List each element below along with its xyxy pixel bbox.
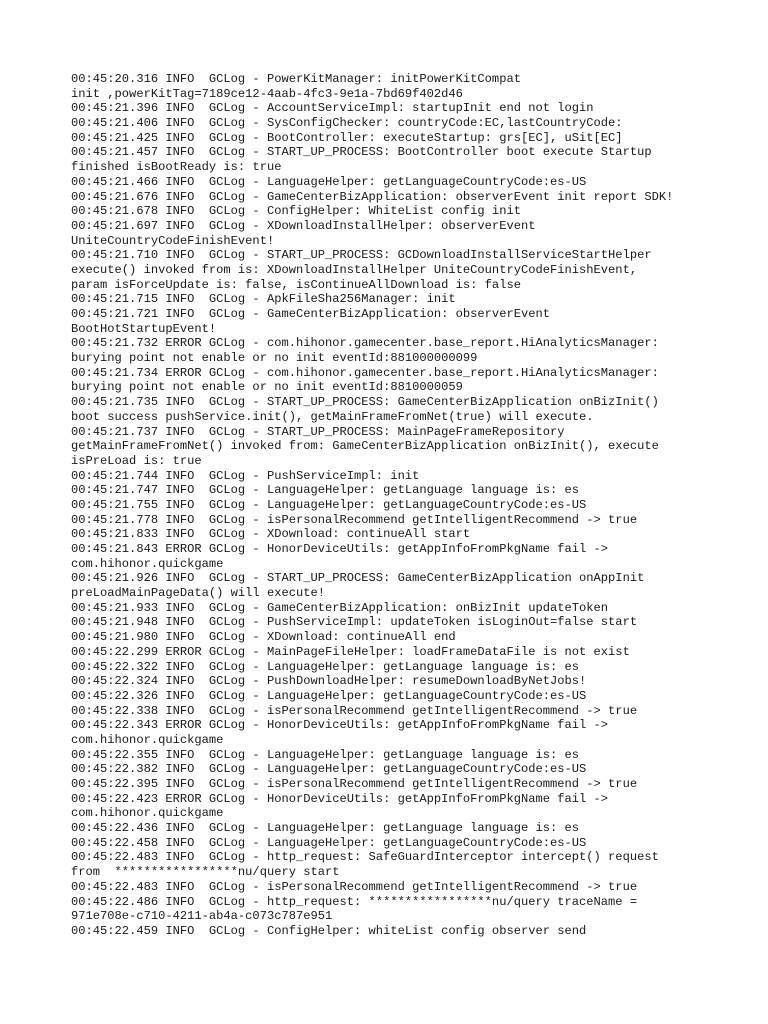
log-line: burying point not enable or no init eventId:881000000099 xyxy=(71,351,478,366)
log-line: 00:45:21.406 INFO GCLog - SysConfigChecker: countryCode:EC,lastCountryCode: xyxy=(71,116,623,131)
log-line: 00:45:21.457 INFO GCLog - START_UP_PROCESS: BootController boot execute Startup xyxy=(71,145,652,160)
log-line: preLoadMainPageData() will execute! xyxy=(71,586,326,601)
log-line: 00:45:22.483 INFO GCLog - isPersonalRecommend getIntelligentRecommend -> true xyxy=(71,879,638,894)
log-line: 00:45:22.343 ERROR GCLog - HonorDeviceUtils: getAppInfoFromPkgName fail -> xyxy=(71,718,609,733)
log-line: from *****************nu/query start xyxy=(71,865,340,880)
log-line: 00:45:21.676 INFO GCLog - GameCenterBizApplication: observerEvent init report SDK! xyxy=(71,189,674,204)
log-line: 00:45:21.735 INFO GCLog - START_UP_PROCESS: GameCenterBizApplication onBizInit() xyxy=(71,395,659,410)
log-line: 00:45:21.843 ERROR GCLog - HonorDeviceUtils: getAppInfoFromPkgName fail -> xyxy=(71,542,609,556)
log-line: com.hihonor.quickgame xyxy=(71,732,224,747)
log-line: getMainFrameFromNet() invoked from: GameCenterBizApplication onBizInit(), execute xyxy=(71,439,659,454)
log-line: 00:45:21.732 ERROR GCLog - com.hihonor.gamecenter.base_report.HiAnalyticsManager: xyxy=(71,336,659,351)
log-line: 00:45:21.697 INFO GCLog - XDownloadInstallHelper: observerEvent xyxy=(71,218,536,233)
log-line: param isForceUpdate is: false, isContinueAllDownload is: false xyxy=(71,277,521,292)
log-line: 00:45:21.755 INFO GCLog - LanguageHelper: getLanguageCountryCode:es-US xyxy=(71,497,587,512)
log-line: 00:45:22.299 ERROR GCLog - MainPageFileHelper: loadFrameDataFile is not exist xyxy=(71,644,630,659)
log-line: isPreLoad is: true xyxy=(71,453,202,468)
log-line: 00:45:22.355 INFO GCLog - LanguageHelper: getLanguage language is: es xyxy=(71,747,580,762)
log-line: burying point not enable or no init eventId:8810000059 xyxy=(71,380,463,395)
log-line: 971e708e-c710-4211-ab4a-c073c787e951 xyxy=(71,909,333,924)
log-line: execute() invoked from is: XDownloadInstallHelper UniteCountryCodeFinishEvent, xyxy=(71,262,638,277)
log-line: 00:45:21.715 INFO GCLog - ApkFileSha256Manager: init xyxy=(71,292,456,307)
log-line: 00:45:21.778 INFO GCLog - isPersonalRecommend getIntelligentRecommend -> true xyxy=(71,512,638,527)
log-line: 00:45:21.710 INFO GCLog - START_UP_PROCESS: GCDownloadInstallServiceStartHelper xyxy=(71,248,652,263)
log-line: 00:45:21.980 INFO GCLog - XDownload: continueAll end xyxy=(71,630,456,645)
log-line: 00:45:22.458 INFO GCLog - LanguageHelper: getLanguageCountryCode:es-US xyxy=(71,835,587,850)
log-line: 00:45:22.423 ERROR GCLog - HonorDeviceUtils: getAppInfoFromPkgName fail -> xyxy=(71,791,609,806)
log-line: 00:45:22.395 INFO GCLog - isPersonalRecommend getIntelligentRecommend -> true xyxy=(71,777,638,791)
log-line: 00:45:21.734 ERROR GCLog - com.hihonor.gamecenter.base_report.HiAnalyticsManager: xyxy=(71,365,659,380)
log-line: BootHotStartupEvent! xyxy=(71,321,217,336)
log-line: 00:45:21.737 INFO GCLog - START_UP_PROCESS: MainPageFrameRepository xyxy=(71,424,565,439)
log-line: 00:45:21.948 INFO GCLog - PushServiceImpl: updateToken isLoginOut=false start xyxy=(71,615,638,630)
log-line: 00:45:22.483 INFO GCLog - http_request: SafeGuardInterceptor intercept() request xyxy=(71,850,659,865)
log-line: com.hihonor.quickgame xyxy=(71,556,224,571)
log-line: 00:45:21.396 INFO GCLog - AccountServiceImpl: startupInit end not login xyxy=(71,101,594,116)
log-line: 00:45:21.747 INFO GCLog - LanguageHelper: getLanguage language is: es xyxy=(71,483,580,498)
log-line: 00:45:20.316 INFO GCLog - PowerKitManager: initPowerKitCompat xyxy=(71,72,521,86)
log-line: 00:45:22.382 INFO GCLog - LanguageHelper: getLanguageCountryCode:es-US xyxy=(71,762,587,777)
log-line: 00:45:21.833 INFO GCLog - XDownload: continueAll start xyxy=(71,527,471,542)
log-document xyxy=(71,72,711,939)
log-line: 00:45:21.721 INFO GCLog - GameCenterBizApplication: observerEvent xyxy=(71,307,550,321)
log-line: 00:45:21.466 INFO GCLog - LanguageHelper: getLanguageCountryCode:es-US xyxy=(71,174,587,189)
log-line: finished isBootReady is: true xyxy=(71,160,282,175)
log-line: 00:45:21.678 INFO GCLog - ConfigHelper: WhiteList config init xyxy=(71,204,521,219)
log-line: 00:45:22.322 INFO GCLog - LanguageHelper: getLanguage language is: es xyxy=(71,659,580,674)
log-line: boot success pushService.init(), getMainFrameFromNet(true) will execute. xyxy=(71,409,594,424)
log-line: 00:45:22.436 INFO GCLog - LanguageHelper: getLanguage language is: es xyxy=(71,821,580,836)
log-line: 00:45:22.326 INFO GCLog - LanguageHelper: getLanguageCountryCode:es-US xyxy=(71,688,587,703)
log-line: 00:45:21.744 INFO GCLog - PushServiceImpl: init xyxy=(71,468,420,483)
log-line: 00:45:21.933 INFO GCLog - GameCenterBizApplication: onBizInit updateToken xyxy=(71,600,609,615)
log-line: 00:45:22.324 INFO GCLog - PushDownloadHelper: resumeDownloadByNetJobs! xyxy=(71,674,587,689)
log-line: 00:45:22.459 INFO GCLog - ConfigHelper: whiteList config observer send xyxy=(71,923,587,938)
log-line: 00:45:22.338 INFO GCLog - isPersonalRecommend getIntelligentRecommend -> true xyxy=(71,703,638,718)
log-line: 00:45:21.926 INFO GCLog - START_UP_PROCESS: GameCenterBizApplication onAppInit xyxy=(71,571,645,586)
log-line: 00:45:22.486 INFO GCLog - http_request: *****************nu/query traceName = xyxy=(71,894,638,909)
log-line: init ,powerKitTag=7189ce12-4aab-4fc3-9e1a-7bd69f402d46 xyxy=(71,86,463,101)
log-line: UniteCountryCodeFinishEvent! xyxy=(71,233,275,248)
log-line: com.hihonor.quickgame xyxy=(71,806,224,821)
log-line: 00:45:21.425 INFO GCLog - BootController: executeStartup: grs[EC], uSit[EC] xyxy=(71,130,623,145)
